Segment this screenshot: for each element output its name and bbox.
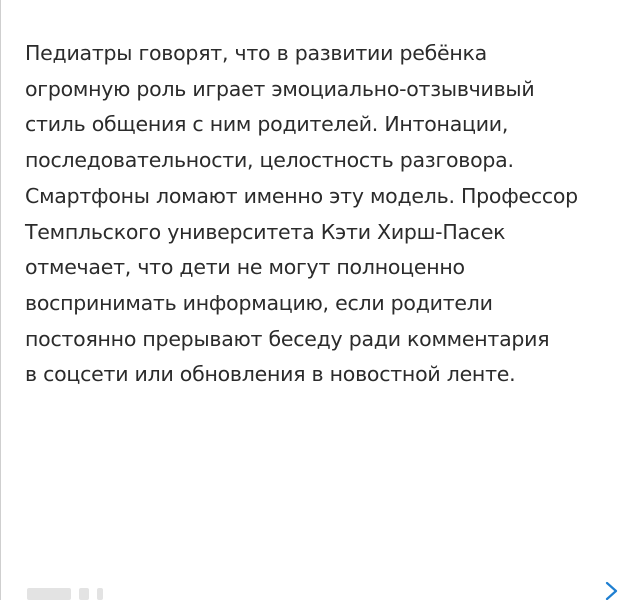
cut-off-word [79, 588, 89, 600]
paragraph-line: Педиатры говорят, что в развитии ребёнка [25, 41, 487, 65]
cut-off-text-preview [27, 588, 103, 600]
chevron-right-icon-graphic [600, 580, 622, 600]
paragraph-line: Смартфоны ломают именно эту модель. Профессор [25, 183, 578, 208]
chevron-right-icon[interactable] [600, 580, 622, 600]
cut-off-word [97, 588, 103, 600]
paragraph-line: Темпльского университета Кэти Хирш-Пасек [25, 219, 506, 244]
paragraph-line: в соцсети или обновления в новостной ленте. [25, 362, 516, 387]
paragraph-line: огромную роль играет эмоциально-отзывчивый [25, 76, 535, 101]
paragraph-line: стиль общения с ним родителей. Интонации, [25, 112, 509, 137]
article-paragraph [25, 36, 625, 393]
paragraph-line: последовательности, целостность разговора. [25, 148, 514, 173]
cut-off-word [27, 588, 71, 600]
paragraph-line: воспринимать информацию, если родители [25, 290, 493, 315]
paragraph-line: постоянно прерывают беседу ради комментария [25, 326, 550, 351]
paragraph-line: отмечает, что дети не могут полноценно [25, 255, 465, 280]
